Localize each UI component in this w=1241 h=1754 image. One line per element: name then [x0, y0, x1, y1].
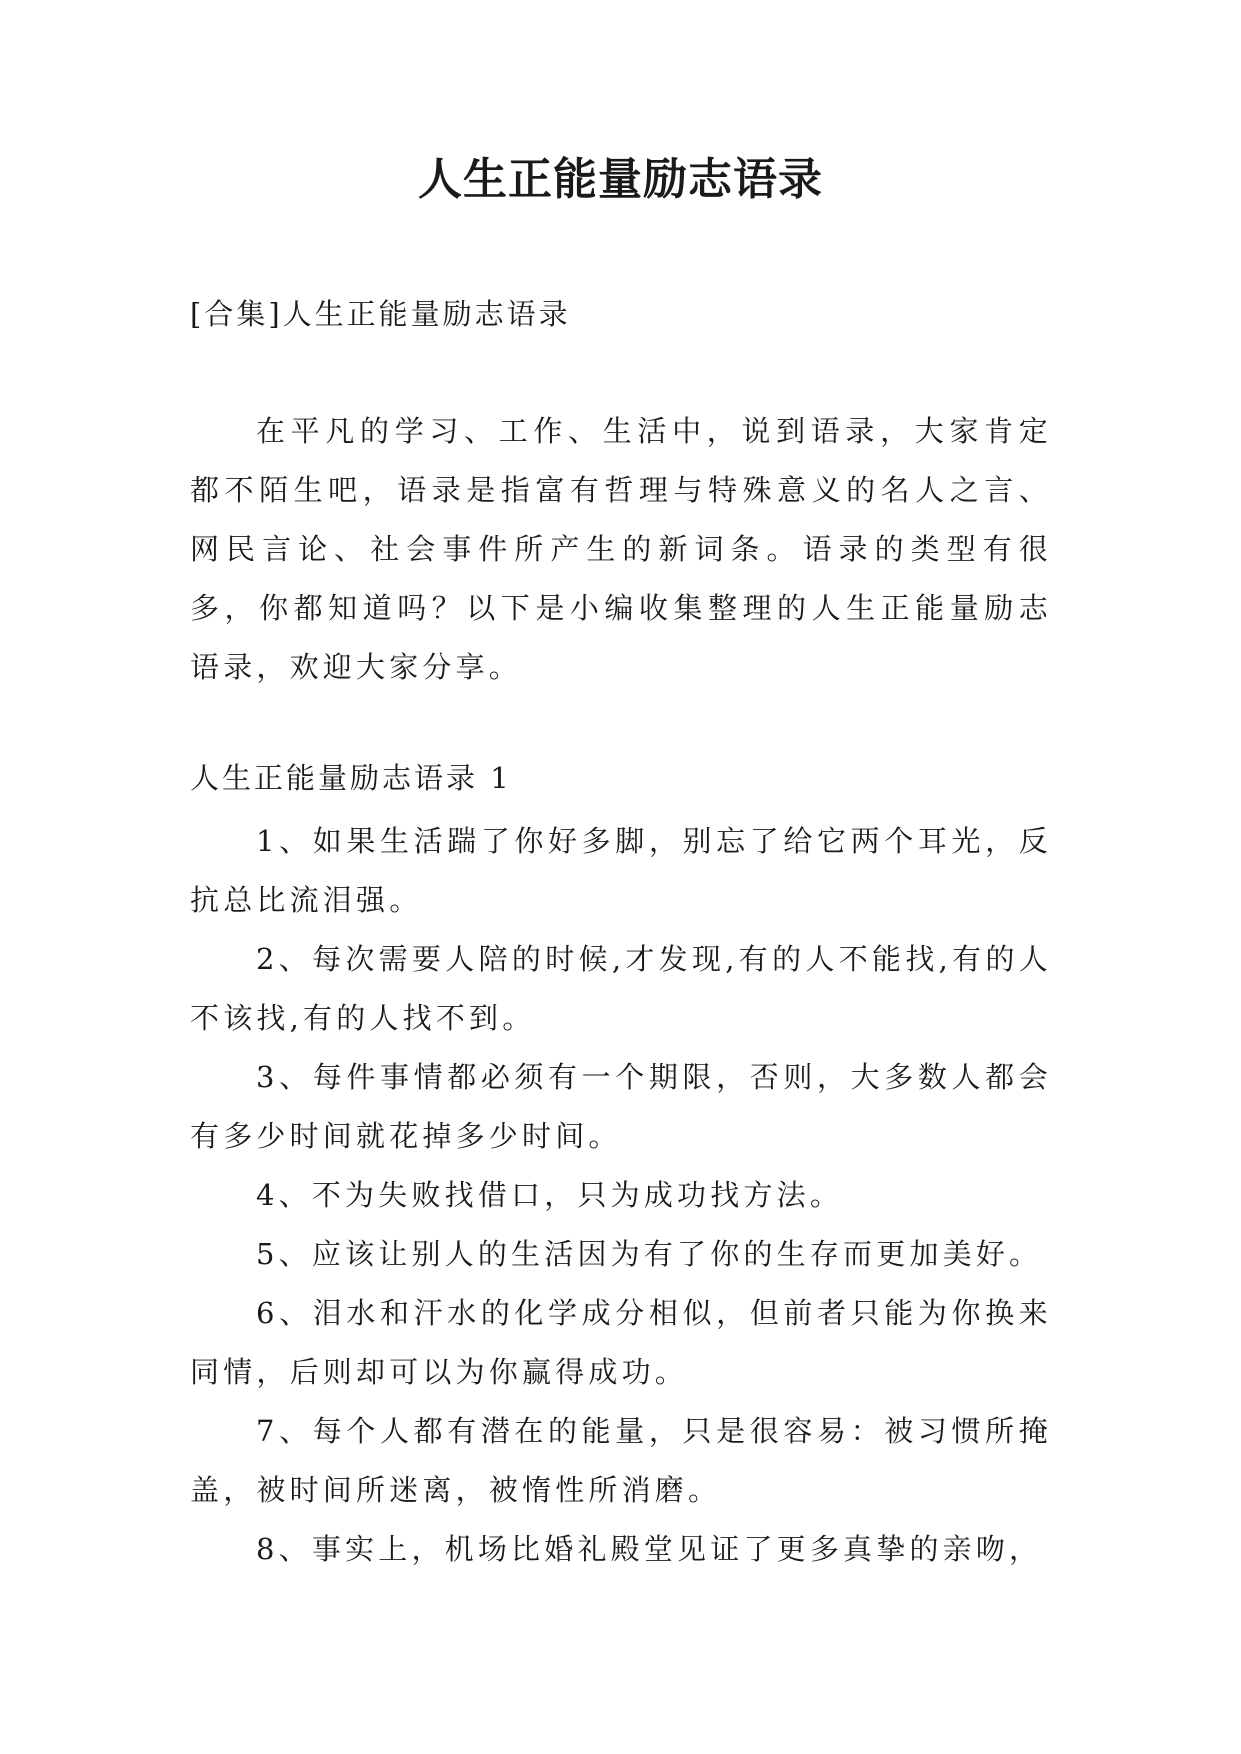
- quote-item: 4、不为失败找借口，只为成功找方法。: [256, 1178, 844, 1212]
- quote-item: 6、泪水和汗水的化学成分相似，但前者只能为你换来同情，后则却可以为你赢得成功。: [190, 1296, 1052, 1389]
- intro-paragraph: 在平凡的学习、工作、生活中，说到语录，大家肯定都不陌生吧，语录是指富有哲理与特殊意义的名人之言、网民言论、社会事件所产生的新词条。语录的类型有很多，你都知道吗？以下是小编收集整理的人生正能量励志语录，欢迎大家分享。: [190, 414, 1052, 684]
- quote-item: 2、每次需要人陪的时候,才发现,有的人不能找,有的人不该找,有的人找不到。: [190, 942, 1052, 1035]
- quote-list: [190, 812, 1052, 1579]
- quote-item: 1、如果生活踹了你好多脚，别忘了给它两个耳光，反抗总比流泪强。: [190, 824, 1052, 917]
- section-heading: 人生正能量励志语录 1: [190, 761, 512, 795]
- document-subtitle: [合集]人生正能量励志语录: [190, 297, 571, 331]
- quote-item: 5、应该让别人的生活因为有了你的生存而更加美好。: [256, 1237, 1043, 1271]
- document-title: 人生正能量励志语录: [418, 154, 823, 205]
- quote-item: 8、事实上，机场比婚礼殿堂见证了更多真挚的亲吻，: [256, 1532, 1043, 1566]
- quote-item: 7、每个人都有潜在的能量，只是很容易：被习惯所掩盖，被时间所迷离，被惰性所消磨。: [190, 1414, 1052, 1507]
- quote-item: 3、每件事情都必须有一个期限，否则，大多数人都会有多少时间就花掉多少时间。: [190, 1060, 1052, 1153]
